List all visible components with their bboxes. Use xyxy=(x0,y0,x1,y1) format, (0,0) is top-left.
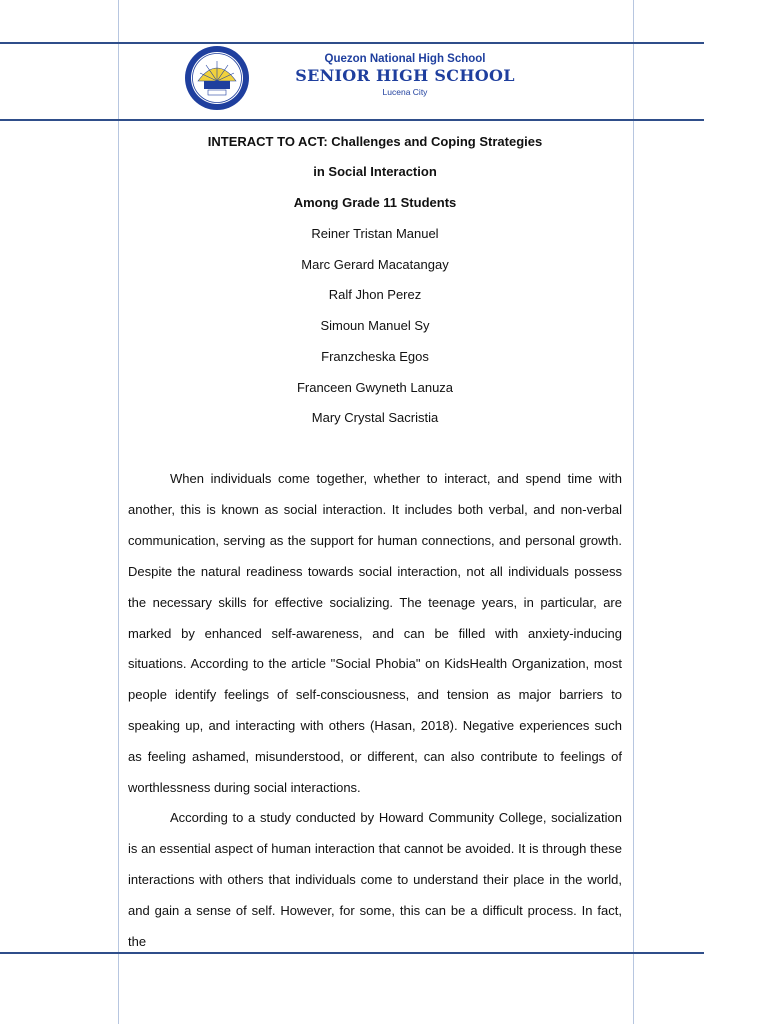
right-margin-line xyxy=(633,0,634,1024)
title-line-2: in Social Interaction xyxy=(313,164,437,179)
title-line-3: Among Grade 11 Students xyxy=(293,195,457,210)
author-name: Marc Gerard Macatangay xyxy=(301,257,449,272)
author-name: Franzcheska Egos xyxy=(321,349,429,364)
author-name: Mary Crystal Sacristia xyxy=(311,410,439,425)
author-name: Reiner Tristan Manuel xyxy=(311,226,439,241)
body-paragraph-1: When individuals come together, whether to interact, and spend time with another, this is known as social interaction. It includes both verbal, and non-verbal communication, serving as the support for human connections, and personal growth. Despite the natural readiness towards social interaction, not all individuals possess the necessary skills for effective socializing. The teenage years, in particular, are marked by enhanced self-awareness, and can be filled with anxiety-inducing situations. According to the article "Social Phobia" on KidsHealth Organization, most people identify feelings of self-consciousness, and tension as major barriers to speaking up, and interacting with others (Hasan, 2018). Negative experiences such as feeling ashamed, misunderstood, or different, can also contribute to feelings of worthlessness during social interactions. xyxy=(128,471,622,796)
title-line-1: INTERACT TO ACT: Challenges and Coping Strategies xyxy=(207,134,543,149)
author-name: Franceen Gwyneth Lanuza xyxy=(296,380,454,395)
header-top-rule xyxy=(0,42,704,44)
body-paragraph-2: According to a study conducted by Howard Community College, socialization is an essential aspect of human interaction that cannot be avoided. It is through these interactions with others that individuals come to understand their place in the world, and gain a sense of self. However, for some, this can be a difficult process. In fact, the xyxy=(128,810,622,949)
school-city: Lucena City xyxy=(382,87,428,97)
header-bottom-rule xyxy=(0,119,704,121)
department-name: SENIOR HIGH SCHOOL xyxy=(295,66,515,85)
school-header xyxy=(290,52,520,98)
school-seal-logo xyxy=(184,45,250,111)
school-name: Quezon National High School xyxy=(324,53,486,65)
author-name: Simoun Manuel Sy xyxy=(320,318,430,333)
author-name: Ralf Jhon Perez xyxy=(328,287,422,302)
left-margin-line xyxy=(118,0,119,1024)
